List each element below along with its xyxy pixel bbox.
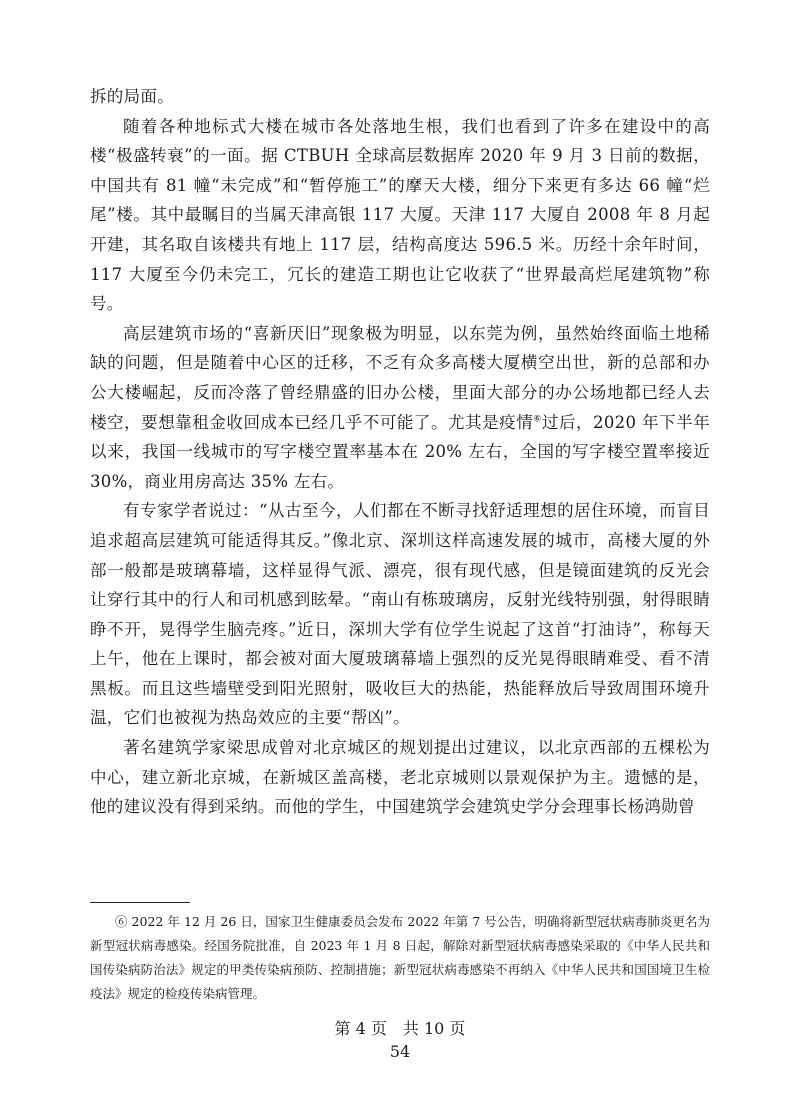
paragraph-office-vacancy [90,319,710,497]
paragraph-text: 高层建筑市场的“喜新厌旧”现象极为明显，以东莞为例，虽然始终面临土地稀缺的问题，但是随着中心区的迁移，不乏有众多高楼大厦横空出世，新的总部和办公大楼崛起，反而冷落了曾经鼎盛的旧办公楼，里面大部分的办公场地都已经人去楼空，要想靠租金收回成本已经几乎不可能了。尤其是疫情 [90,323,710,432]
paragraph-landmark-buildings: 随着各种地标式大楼在城市各处落地生根，我们也看到了许多在建设中的高楼“极盛转衰”的一面。据 CTBUH 全球高层数据库 2020 年 9 月 3 日前的数据，中国共有 81 幢“未完成”和“暂停施工”的摩天大楼，细分下来更有多达 66 幢“烂尾”楼。其中最瞩目的当属天津高银 117 大厦。天津 117 大厦自 2008 年 8 月起开建，其名取自该楼共有地上 117 层，结构高度达 596.5 米。历经十余年时间，117 大厦至今仍未完工，冗长的建造工期也让它收获了“世界最高烂尾建筑物”称号。 [90,116,710,314]
page-number: 54 [389,1042,411,1061]
paragraph-liang-sicheng: 著名建筑学家梁思成曾对北京城区的规划提出过建议，以北京西部的五棵松为中心，建立新北京城，在新城区盖高楼，老北京城则以景观保护为主。遗憾的是，他的建议没有得到采纳。而他的学生，中国建筑学会建筑史学分会理事长杨鸿勋曾 [90,738,710,817]
document-body [90,82,710,822]
paragraph-continuation: 拆的局面。 [90,87,174,106]
footnote-divider [90,902,190,903]
footnote-reference[interactable]: ⑥ [533,414,542,425]
page-indicator: 第 4 页 共 10 页 [334,1019,466,1038]
paragraph-text: 过后，2020 年下半年以来，我国一线城市的写字楼空置率基本在 20% 左右，全国的写字楼空置率接近 30%，商业用房高达 35% 左右。 [90,412,710,491]
footnote: ⑥ 2022 年 12 月 26 日，国家卫生健康委员会发布 2022 年第 7 号公告，明确将新型冠状病毒肺炎更名为新型冠状病毒感染。经国务院批准，自 2023 年 1 月 8 日起，解除对新型冠状病毒感染采取的《中华人民共和国传染病防治法》规定的甲类传染病预防、控制措施；新型冠状病毒感染不再纳入《中华人民共和国国境卫生检疫法》规定的检疫传染病管理。 [90,914,710,1001]
paragraph-glass-curtain-wall: 有专家学者说过：“从古至今，人们都在不断寻找舒适理想的居住环境，而盲目追求超高层建筑可能适得其反。”像北京、深圳这样高速发展的城市，高楼大厦的外部一般都是玻璃幕墙，这样显得气派、漂亮，很有现代感，但是镜面建筑的反光会让穿行其中的行人和司机感到眩晕。“南山有栋玻璃房，反射光线特别强，射得眼睛睁不开，晃得学生脑壳疼。”近日，深圳大学有位学生说起了这首“打油诗”，称每天上午，他在上课时，都会被对面大厦玻璃幕墙上强烈的反光晃得眼睛难受、看不清黑板。而且这些墙壁受到阳光照射，吸收巨大的热能，热能释放后导致周围环境升温，它们也被视为热岛效应的主要“帮凶”。 [90,501,710,728]
